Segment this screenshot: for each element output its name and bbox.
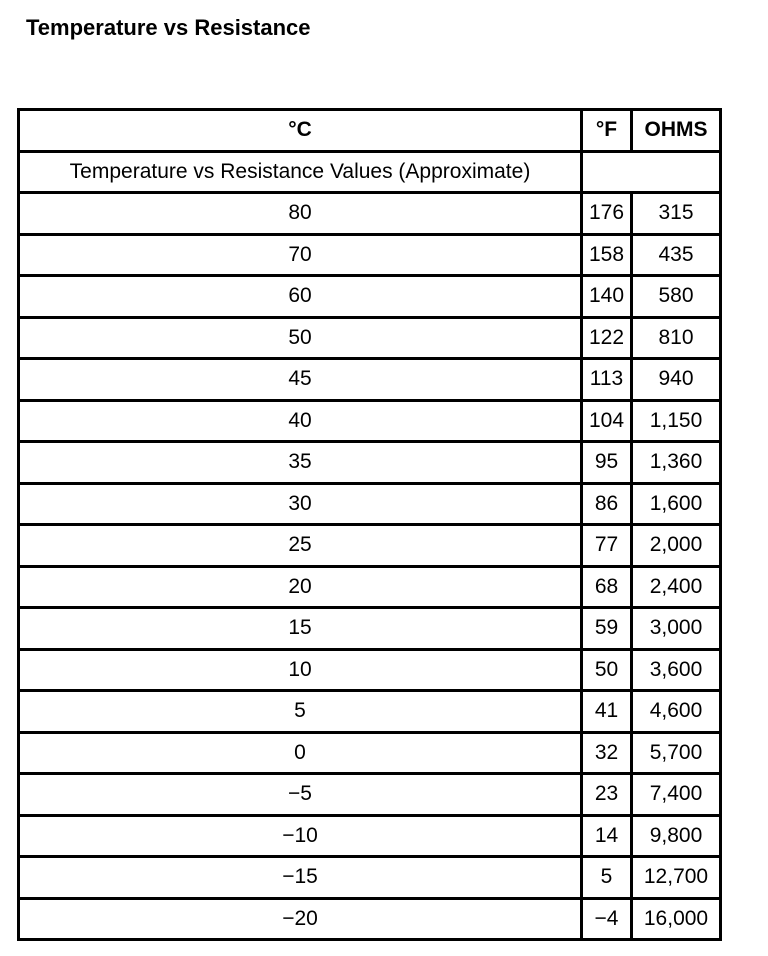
fahrenheit-cell: 140	[583, 277, 633, 319]
table-row	[20, 319, 719, 361]
ohms-cell: 810	[633, 319, 719, 361]
fahrenheit-cell: 41	[583, 692, 633, 734]
ohms-cell: 2,000	[633, 526, 719, 568]
fahrenheit-cell: 77	[583, 526, 633, 568]
celsius-cell: 10	[20, 651, 583, 693]
ohms-cell: 7,400	[633, 775, 719, 817]
table-row	[20, 194, 719, 236]
header-fahrenheit: °F	[583, 111, 633, 153]
ohms-cell: 2,400	[633, 568, 719, 610]
table-row	[20, 277, 719, 319]
table-row	[20, 734, 719, 776]
table-row	[20, 609, 719, 651]
fahrenheit-cell: 32	[583, 734, 633, 776]
celsius-cell: 80	[20, 194, 583, 236]
table-row	[20, 692, 719, 734]
temperature-resistance-table	[17, 108, 722, 941]
page-title: Temperature vs Resistance	[26, 15, 311, 40]
celsius-cell: −10	[20, 817, 583, 859]
ohms-cell: 16,000	[643, 906, 709, 930]
fahrenheit-cell: 23	[583, 775, 633, 817]
fahrenheit-cell: 59	[583, 609, 633, 651]
ohms-cell: 580	[633, 277, 719, 319]
ohms-cell: 3,000	[633, 609, 719, 651]
fahrenheit-cell: 104	[583, 402, 633, 444]
ohms-cell: 1,360	[633, 443, 719, 485]
celsius-cell: 30	[20, 485, 583, 527]
celsius-cell: 25	[20, 526, 583, 568]
table-row	[20, 526, 719, 568]
ohms-cell: 435	[633, 236, 719, 278]
table-row	[20, 568, 719, 610]
table-row	[20, 651, 719, 693]
table-row	[20, 775, 719, 817]
fahrenheit-cell: 14	[583, 817, 633, 859]
caption-row	[20, 153, 719, 195]
celsius-cell: 5	[20, 692, 583, 734]
celsius-cell: 40	[20, 402, 583, 444]
celsius-cell: 0	[20, 734, 583, 776]
ohms-cell: 5,700	[633, 734, 719, 776]
celsius-cell: 15	[20, 609, 583, 651]
table-row	[20, 858, 719, 900]
fahrenheit-cell: 5	[583, 858, 633, 900]
celsius-cell: −15	[20, 858, 583, 900]
table-body	[20, 111, 719, 938]
celsius-cell: 70	[20, 236, 583, 278]
table-caption: Temperature vs Resistance Values (Approximate)	[20, 153, 583, 195]
fahrenheit-cell: 158	[583, 236, 633, 278]
table-row	[20, 900, 719, 939]
table-row	[20, 236, 719, 278]
caption-empty-cell	[583, 153, 719, 195]
ohms-cell: 4,600	[633, 692, 719, 734]
celsius-cell: 60	[20, 277, 583, 319]
ohms-cell: 12,700	[633, 858, 719, 900]
fahrenheit-cell: 176	[583, 194, 633, 236]
fahrenheit-cell: −4	[583, 900, 633, 939]
table-row	[20, 485, 719, 527]
fahrenheit-cell: 113	[583, 360, 633, 402]
celsius-cell: 35	[20, 443, 583, 485]
table-row	[20, 443, 719, 485]
table-row	[20, 817, 719, 859]
header-row	[20, 111, 719, 153]
ohms-cell: 940	[633, 360, 719, 402]
fahrenheit-cell: 86	[583, 485, 633, 527]
fahrenheit-cell: 68	[583, 568, 633, 610]
fahrenheit-cell: 122	[583, 319, 633, 361]
ohms-cell: 315	[633, 194, 719, 236]
ohms-cell: 1,150	[633, 402, 719, 444]
ohms-cell: 3,600	[633, 651, 719, 693]
table-row	[20, 402, 719, 444]
ohms-cell: 1,600	[633, 485, 719, 527]
celsius-cell: 20	[20, 568, 583, 610]
fahrenheit-cell: 50	[583, 651, 633, 693]
header-ohms: OHMS	[633, 111, 719, 153]
celsius-cell: 45	[20, 360, 583, 402]
header-celsius: °C	[20, 111, 583, 153]
celsius-cell: −5	[20, 775, 583, 817]
celsius-cell: −20	[20, 900, 583, 939]
ohms-cell: 9,800	[633, 817, 719, 859]
fahrenheit-cell: 95	[583, 443, 633, 485]
celsius-cell: 50	[20, 319, 583, 361]
table-row	[20, 360, 719, 402]
